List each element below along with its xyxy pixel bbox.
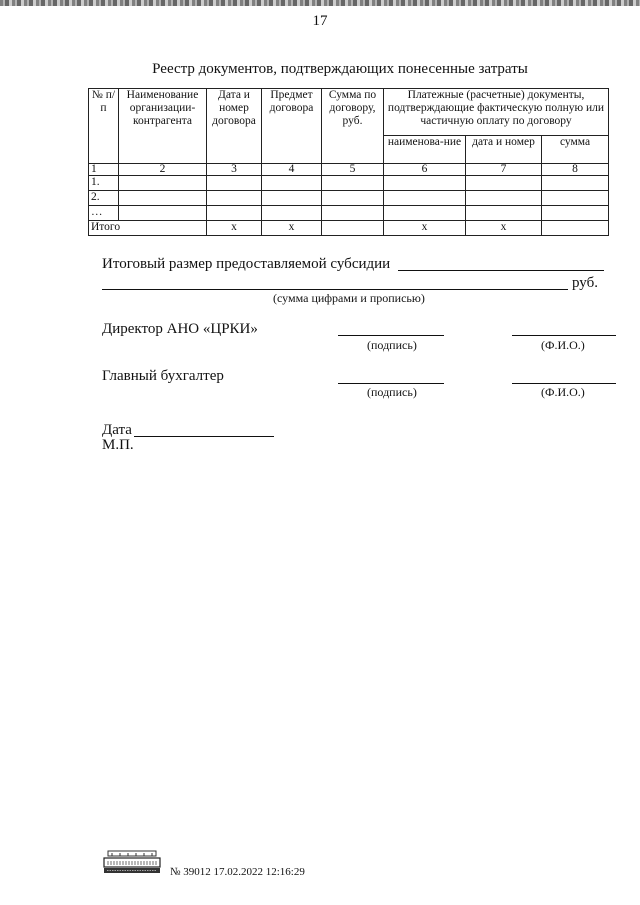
column-number: 3 [207,164,262,176]
header-contract-date-number: Дата и номер договора [207,89,262,164]
registration-mark: № 39012 17.02.2022 12:16:29 [170,866,305,878]
column-number: 6 [384,164,466,176]
column-number: 5 [322,164,384,176]
total-row [89,221,609,236]
registry-table [88,88,609,236]
header-subject: Предмет договора [262,89,322,164]
header-payment-date-number: дата и номер [466,136,542,164]
accountant-signature-field[interactable] [338,371,444,384]
director-signature-field[interactable] [338,323,444,336]
date-label: Дата [102,422,132,438]
total-cell: x [384,221,466,236]
header-payment-sum: сумма [542,136,609,164]
total-cell [322,221,384,236]
table-header-row [89,89,609,136]
header-payment-name: наименова-ние [384,136,466,164]
column-number: 4 [262,164,322,176]
column-number-row [89,164,609,176]
page-number: 17 [312,13,328,29]
director-label: Директор АНО «ЦРКИ» [102,321,258,337]
subsidy-hint: (сумма цифрами и прописью) [273,291,425,305]
subsidy-field-continued[interactable] [102,274,568,290]
registry-stamp-icon [102,849,162,875]
column-number: 2 [119,164,207,176]
row-number: 2. [89,191,119,206]
total-cell: x [262,221,322,236]
subsidy-label: Итоговый размер предоставляемой субсидии [102,256,391,272]
signature-hint: (подпись) [367,385,417,399]
table-row [89,176,609,191]
row-number: … [89,206,119,221]
total-cell [542,221,609,236]
row-number: 1. [89,176,119,191]
document-title: Реестр документов, подтверждающих понесенные затраты [152,61,528,77]
table-row [89,191,609,206]
header-payment-docs: Платежные (расчетные) документы, подтверждающие фактическую полную или частичную оплату по договору [384,89,609,136]
scan-top-border [0,0,640,6]
name-hint: (Ф.И.О.) [541,338,585,352]
total-cell: x [466,221,542,236]
name-hint: (Ф.И.О.) [541,385,585,399]
total-label: Итого [89,221,207,236]
column-number: 1 [89,164,119,176]
header-contractor: Наименование организации-контрагента [119,89,207,164]
signature-hint: (подпись) [367,338,417,352]
date-field[interactable] [134,421,274,437]
currency-label: руб. [572,275,598,291]
accountant-name-field[interactable] [512,371,616,384]
column-number: 8 [542,164,609,176]
table-row [89,206,609,221]
total-cell: x [207,221,262,236]
accountant-label: Главный бухгалтер [102,368,224,384]
header-num: № п/п [89,89,119,164]
header-amount: Сумма по договору, руб. [322,89,384,164]
column-number: 7 [466,164,542,176]
seal-label: М.П. [102,437,134,453]
subsidy-field[interactable] [398,255,604,271]
director-name-field[interactable] [512,323,616,336]
